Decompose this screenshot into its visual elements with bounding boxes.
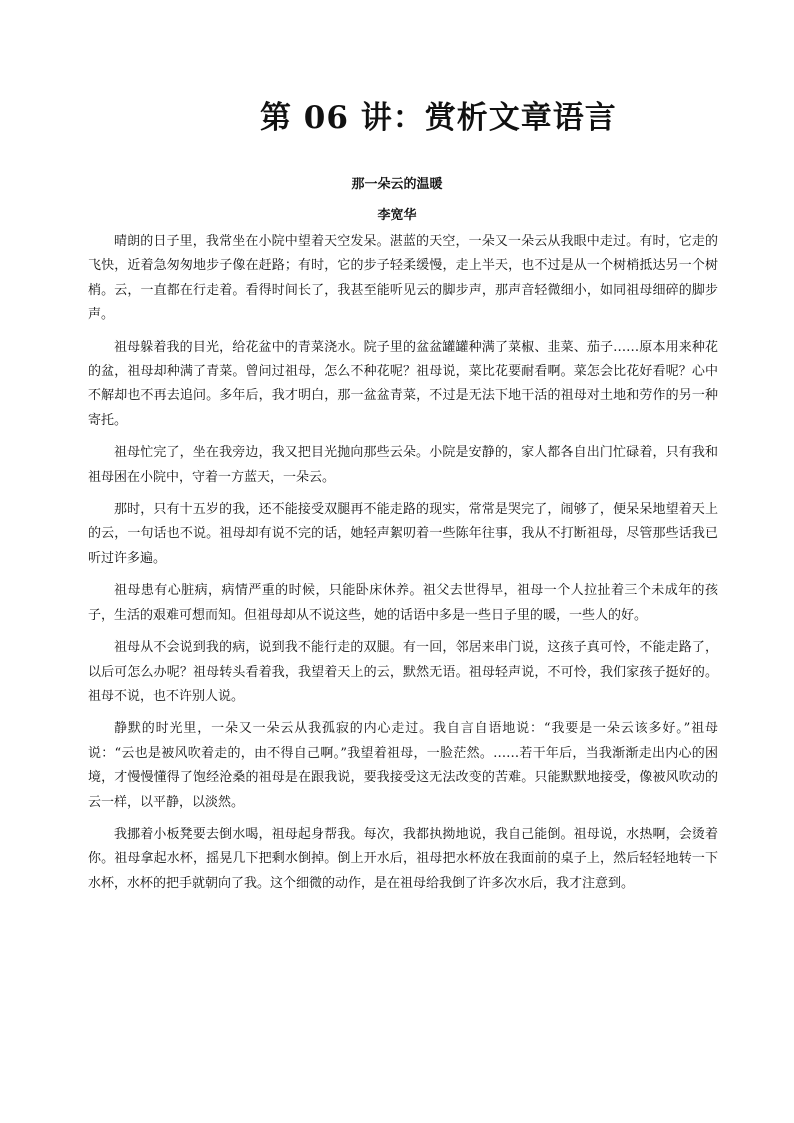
paragraph: 祖母忙完了，坐在我旁边，我又把目光抛向那些云朵。小院是安静的，家人都各自出门忙碌着，只有我和祖母困在小院中，守着一方蓝天，一朵云。	[88, 445, 718, 485]
paragraph: 祖母从不会说到我的病，说到我不能行走的双腿。有一回，邻居来串门说，这孩子真可怜，不能走路了，以后可怎么办呢？祖母转头看着我，我望着天上的云，默然无语。祖母轻声说，不可怜，我们家孩子挺好的。祖母不说，也不许别人说。	[88, 640, 718, 704]
article-body	[88, 230, 718, 904]
paragraph: 晴朗的日子里，我常坐在小院中望着天空发呆。湛蓝的天空，一朵又一朵云从我眼中走过。有时，它走的飞快，近着急匆匆地步子像在赶路；有时，它的步子轻柔缓慢，走上半天，也不过是从一个树梢抵达另一个树梢。云，一直都在行走着。看得时间长了，我甚至能听见云的脚步声，那声音轻微细小，如同祖母细碎的脚步声。	[88, 234, 718, 323]
article-title: 那一朵云的温暖	[351, 177, 443, 192]
lecture-title: 第 06 讲：赏析文章语言	[260, 100, 617, 136]
paragraph: 那时，只有十五岁的我，还不能接受双腿再不能走路的现实，常常是哭完了，闹够了，便呆呆地望着天上的云，一句话也不说。祖母却有说不完的话，她轻声絮叨着一些陈年往事，我从不打断祖母，尽管那些话我已听过许多遍。	[88, 502, 718, 566]
paragraph: 我挪着小板凳要去倒水喝，祖母起身帮我。每次，我都执拗地说，我自己能倒。祖母说，水热啊，会烫着你。祖母拿起水杯，摇晃几下把剩水倒掉。倒上开水后，祖母把水杯放在我面前的桌子上，然后轻轻地转一下水杯，水杯的把手就朝向了我。这个细微的动作，是在祖母给我倒了许多次水后，我才注意到。	[88, 826, 718, 891]
paragraph: 静默的时光里，一朵又一朵云从我孤寂的内心走过。我自言自语地说：“我要是一朵云该多好。”祖母说：“云也是被风吹着走的，由不得自己啊。”我望着祖母，一脸茫然。……若干年后，当我渐渐走出内心的困境，才慢慢懂得了饱经沧桑的祖母是在跟我说，要我接受这无法改变的苦难。只能默默地接受，像被风吹动的云一样，以平静，以淡然。	[88, 721, 718, 810]
paragraph: 祖母躲着我的目光，给花盆中的青菜浇水。院子里的盆盆罐罐种满了菜椒、韭菜、茄子……原本用来种花的盆，祖母却种满了青菜。曾问过祖母，怎么不种花呢？祖母说，菜比花要耐看啊。菜怎会比花好看呢？心中不解却也不再去追问。多年后，我才明白，那一盆盆青菜，不过是无法下地干活的祖母对土地和劳作的另一种寄托。	[88, 339, 718, 428]
article-author: 李宽华	[377, 208, 417, 223]
paragraph: 祖母患有心脏病，病情严重的时候，只能卧床休养。祖父去世得早，祖母一个人拉扯着三个未成年的孩子，生活的艰难可想而知。但祖母却从不说这些，她的话语中多是一些日子里的暖，一些人的好。	[88, 583, 718, 623]
